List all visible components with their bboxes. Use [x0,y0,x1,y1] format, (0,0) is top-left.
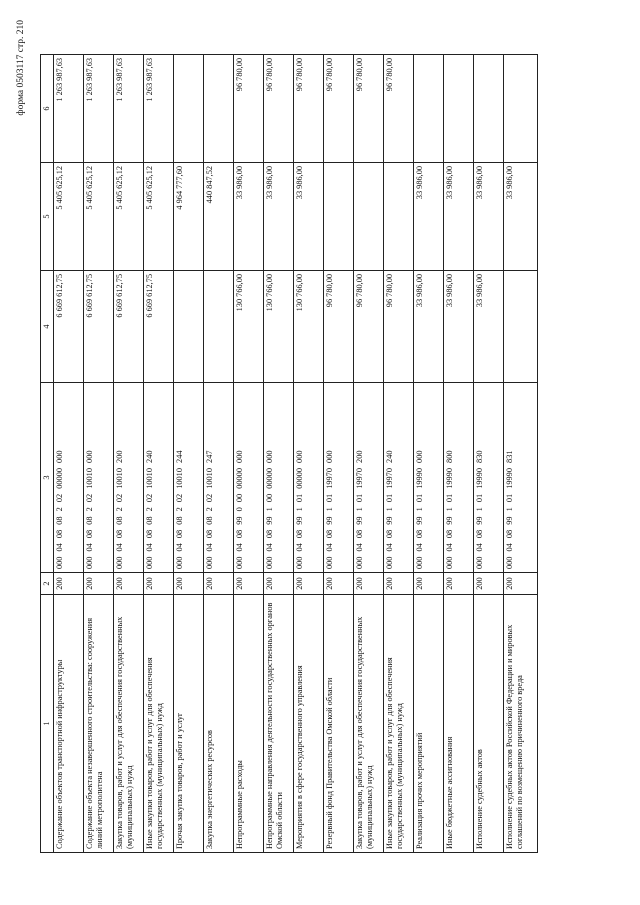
col-header: 6 [41,55,54,163]
cell-c4: 6 669 612,75 [114,271,144,383]
cell-cls: 000 04 08 99 0 00 00000 000 [234,383,264,573]
cell-cls: 000 04 08 99 1 01 19990 800 [444,383,474,573]
table-row [84,55,114,853]
header-row [41,55,54,853]
cell-code: 200 [384,573,414,595]
cell-c4: 130 766,00 [234,271,264,383]
cell-c4 [174,271,204,383]
cell-c5: 33 986,00 [234,163,264,271]
cell-name: Мероприятия в сфере государственного управления [294,595,324,853]
cell-c4: 96 780,00 [324,271,354,383]
cell-cls: 000 04 08 99 1 01 19970 200 [354,383,384,573]
cell-c6 [504,55,538,163]
cell-cls: 000 04 08 99 1 00 00000 000 [264,383,294,573]
cell-c6: 1 263 987,63 [54,55,84,163]
cell-c5: 33 986,00 [444,163,474,271]
cell-name: Непрограммные расходы [234,595,264,853]
cell-cls: 000 04 08 99 1 01 00000 000 [294,383,324,573]
cell-cls: 000 04 08 99 1 01 19970 000 [324,383,354,573]
cell-c5: 5 405 625,12 [84,163,114,271]
cell-c6: 96 780,00 [354,55,384,163]
cell-c6: 1 263 987,63 [144,55,174,163]
cell-c6 [414,55,444,163]
cell-name: Иные закупки товаров, работ и услуг для обеспечения государственных (муниципальных) нужд [384,595,414,853]
report-table [40,54,538,853]
cell-c5: 33 986,00 [264,163,294,271]
cell-cls: 000 04 08 08 2 02 10010 240 [144,383,174,573]
cell-c6: 96 780,00 [324,55,354,163]
form-label: форма 0503117 стр. 210 [16,20,26,116]
cell-name: Закупка энергетических ресурсов [204,595,234,853]
cell-cls: 000 04 08 08 2 02 00000 000 [54,383,84,573]
cell-name: Иные бюджетные ассигнования [444,595,474,853]
col-header: 3 [41,383,54,573]
table-row [294,55,324,853]
cell-c5 [384,163,414,271]
cell-c4: 33 986,00 [414,271,444,383]
cell-c6: 96 780,00 [294,55,324,163]
cell-code: 200 [144,573,174,595]
cell-name: Исполнение судебных актов Российской Федерации и мировых соглашений по возмещению причиненного вреда [504,595,538,853]
cell-cls: 000 04 08 08 2 02 10010 244 [174,383,204,573]
cell-name: Прочая закупка товаров, работ и услуг [174,595,204,853]
cell-cls: 000 04 08 08 2 02 10010 200 [114,383,144,573]
cell-name: Закупка товаров, работ и услуг для обеспечения государственных (муниципальных) нужд [354,595,384,853]
table-row [114,55,144,853]
cell-name: Непрограммные направления деятельности государственных органов Омской области [264,595,294,853]
cell-c6: 1 263 987,63 [114,55,144,163]
cell-c6: 96 780,00 [264,55,294,163]
cell-c4: 6 669 612,75 [144,271,174,383]
cell-c4: 6 669 612,75 [54,271,84,383]
table-row [474,55,504,853]
cell-code: 200 [54,573,84,595]
cell-c4: 130 766,00 [294,271,324,383]
col-header: 2 [41,573,54,595]
cell-code: 200 [504,573,538,595]
cell-code: 200 [204,573,234,595]
cell-cls: 000 04 08 08 2 02 10010 247 [204,383,234,573]
cell-c4: 96 780,00 [384,271,414,383]
cell-cls: 000 04 08 99 1 01 19990 830 [474,383,504,573]
cell-c4: 33 986,00 [444,271,474,383]
table-row [504,55,538,853]
cell-c6 [474,55,504,163]
cell-c4 [504,271,538,383]
table-row [354,55,384,853]
cell-c4: 33 986,00 [474,271,504,383]
cell-name: Резервный фонд Правительства Омской области [324,595,354,853]
table-row [264,55,294,853]
cell-c4: 130 766,00 [264,271,294,383]
cell-c4: 6 669 612,75 [84,271,114,383]
cell-code: 200 [414,573,444,595]
cell-c5: 33 986,00 [504,163,538,271]
cell-c5: 4 964 777,60 [174,163,204,271]
cell-name: Содержание объекта незавершенного строительства: сооружения линий метрополитена [84,595,114,853]
cell-c6 [444,55,474,163]
cell-c4: 96 780,00 [354,271,384,383]
cell-c5: 33 986,00 [414,163,444,271]
cell-c5: 5 405 625,12 [54,163,84,271]
cell-name: Реализация прочих мероприятий [414,595,444,853]
cell-c6: 1 263 987,63 [84,55,114,163]
cell-c5: 5 405 625,12 [114,163,144,271]
table-row [54,55,84,853]
table-row [384,55,414,853]
cell-name: Закупка товаров, работ и услуг для обеспечения государственных (муниципальных) нужд [114,595,144,853]
cell-c6 [204,55,234,163]
cell-code: 200 [324,573,354,595]
table-row [144,55,174,853]
table-row [414,55,444,853]
table-row [204,55,234,853]
cell-code: 200 [234,573,264,595]
cell-c5: 33 986,00 [294,163,324,271]
cell-name: Иные закупки товаров, работ и услуг для обеспечения государственных (муниципальных) нужд [144,595,174,853]
cell-c4 [204,271,234,383]
cell-cls: 000 04 08 99 1 01 19990 000 [414,383,444,573]
cell-cls: 000 04 08 99 1 01 19970 240 [384,383,414,573]
table-row [324,55,354,853]
cell-c6 [174,55,204,163]
cell-code: 200 [84,573,114,595]
cell-c6: 96 780,00 [234,55,264,163]
cell-code: 200 [174,573,204,595]
cell-c6: 96 780,00 [384,55,414,163]
col-header: 4 [41,271,54,383]
cell-name: Содержание объектов транспортной инфраструктуры [54,595,84,853]
cell-code: 200 [294,573,324,595]
cell-c5 [354,163,384,271]
cell-c5: 5 405 625,12 [144,163,174,271]
table-body [54,55,538,853]
col-header: 5 [41,163,54,271]
col-header: 1 [41,595,54,853]
table-row [234,55,264,853]
cell-code: 200 [264,573,294,595]
cell-cls: 000 04 08 99 1 01 19990 831 [504,383,538,573]
cell-c5 [324,163,354,271]
cell-code: 200 [444,573,474,595]
cell-code: 200 [114,573,144,595]
cell-c5: 33 986,00 [474,163,504,271]
cell-cls: 000 04 08 08 2 02 10010 000 [84,383,114,573]
table-row [444,55,474,853]
cell-code: 200 [474,573,504,595]
cell-code: 200 [354,573,384,595]
cell-name: Исполнение судебных актов [474,595,504,853]
cell-c5: 440 847,52 [204,163,234,271]
table-row [174,55,204,853]
